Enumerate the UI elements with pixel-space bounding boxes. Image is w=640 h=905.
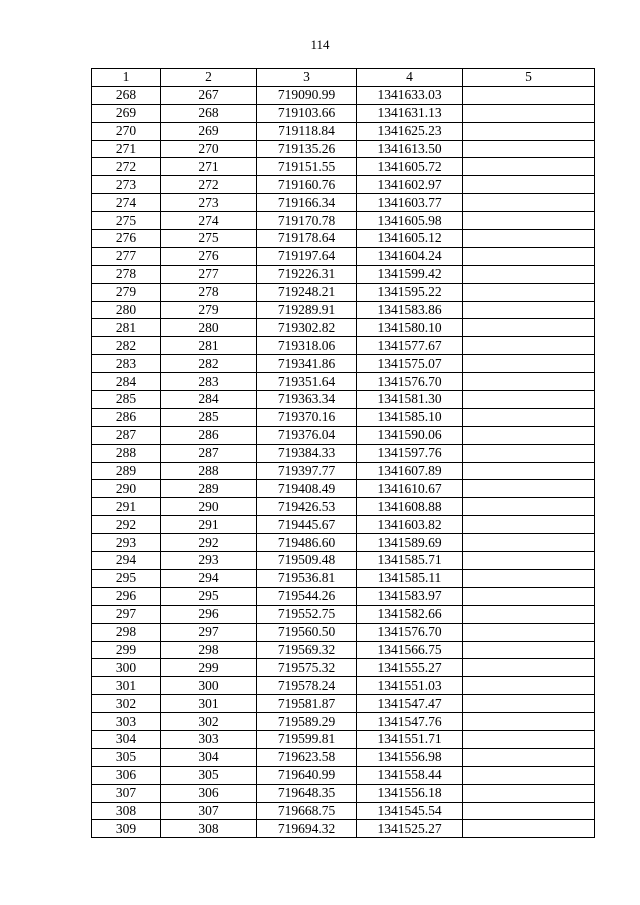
table-cell: 287 bbox=[92, 426, 161, 444]
table-cell: 281 bbox=[92, 319, 161, 337]
table-cell: 267 bbox=[161, 86, 257, 104]
table-cell: 719376.04 bbox=[257, 426, 357, 444]
table-cell: 719160.76 bbox=[257, 176, 357, 194]
table-cell: 719197.64 bbox=[257, 247, 357, 265]
table-cell: 291 bbox=[92, 498, 161, 516]
table-cell: 294 bbox=[161, 569, 257, 587]
table-cell: 293 bbox=[161, 552, 257, 570]
table-cell bbox=[463, 820, 595, 838]
table-cell: 719248.21 bbox=[257, 283, 357, 301]
column-header: 3 bbox=[257, 69, 357, 87]
table-cell: 1341582.66 bbox=[357, 605, 463, 623]
table-cell: 277 bbox=[161, 265, 257, 283]
table-cell: 272 bbox=[161, 176, 257, 194]
table-cell bbox=[463, 194, 595, 212]
table-row bbox=[92, 408, 595, 426]
table-cell: 300 bbox=[161, 677, 257, 695]
table-row bbox=[92, 659, 595, 677]
table-cell: 1341525.27 bbox=[357, 820, 463, 838]
table-row bbox=[92, 140, 595, 158]
table-row bbox=[92, 444, 595, 462]
table-cell: 719426.53 bbox=[257, 498, 357, 516]
table-row bbox=[92, 265, 595, 283]
table-cell: 268 bbox=[161, 104, 257, 122]
table-cell: 283 bbox=[161, 373, 257, 391]
table-cell bbox=[463, 587, 595, 605]
table-cell: 1341583.86 bbox=[357, 301, 463, 319]
table-cell: 719581.87 bbox=[257, 695, 357, 713]
table-cell bbox=[463, 122, 595, 140]
table-row bbox=[92, 695, 595, 713]
table-cell bbox=[463, 713, 595, 731]
table-cell: 300 bbox=[92, 659, 161, 677]
table-cell: 289 bbox=[161, 480, 257, 498]
table-cell: 1341608.88 bbox=[357, 498, 463, 516]
table-cell: 719289.91 bbox=[257, 301, 357, 319]
table-row bbox=[92, 534, 595, 552]
table-row bbox=[92, 623, 595, 641]
table-row bbox=[92, 498, 595, 516]
table-cell bbox=[463, 516, 595, 534]
table-cell: 279 bbox=[92, 283, 161, 301]
table-cell: 303 bbox=[161, 730, 257, 748]
table-body bbox=[92, 86, 595, 837]
table-cell: 1341613.50 bbox=[357, 140, 463, 158]
table-cell: 1341575.07 bbox=[357, 355, 463, 373]
table-cell: 274 bbox=[92, 194, 161, 212]
table-cell bbox=[463, 247, 595, 265]
table-cell: 1341585.11 bbox=[357, 569, 463, 587]
coordinates-table bbox=[91, 68, 595, 838]
table-cell: 277 bbox=[92, 247, 161, 265]
table-row bbox=[92, 158, 595, 176]
table-cell: 278 bbox=[161, 283, 257, 301]
table-row bbox=[92, 391, 595, 409]
table-cell: 1341589.69 bbox=[357, 534, 463, 552]
table-cell: 280 bbox=[92, 301, 161, 319]
table-cell: 288 bbox=[92, 444, 161, 462]
table-header-row bbox=[92, 69, 595, 87]
table-row bbox=[92, 462, 595, 480]
table-cell: 1341558.44 bbox=[357, 766, 463, 784]
table-cell: 719560.50 bbox=[257, 623, 357, 641]
table-cell: 1341583.97 bbox=[357, 587, 463, 605]
table-cell: 303 bbox=[92, 713, 161, 731]
table-cell: 301 bbox=[161, 695, 257, 713]
table-cell: 1341556.18 bbox=[357, 784, 463, 802]
table-cell: 298 bbox=[92, 623, 161, 641]
table-cell: 305 bbox=[161, 766, 257, 784]
table-row bbox=[92, 194, 595, 212]
table-cell: 719552.75 bbox=[257, 605, 357, 623]
table-cell: 270 bbox=[161, 140, 257, 158]
table-cell: 1341576.70 bbox=[357, 373, 463, 391]
table-cell: 719578.24 bbox=[257, 677, 357, 695]
table-cell bbox=[463, 158, 595, 176]
table-row bbox=[92, 552, 595, 570]
table-cell bbox=[463, 373, 595, 391]
table-row bbox=[92, 230, 595, 248]
table-cell bbox=[463, 391, 595, 409]
table-cell: 281 bbox=[161, 337, 257, 355]
table-cell: 1341605.98 bbox=[357, 212, 463, 230]
table-row bbox=[92, 283, 595, 301]
table-cell: 719351.64 bbox=[257, 373, 357, 391]
table-cell: 719363.34 bbox=[257, 391, 357, 409]
table-cell: 280 bbox=[161, 319, 257, 337]
table-cell: 719509.48 bbox=[257, 552, 357, 570]
table-cell: 275 bbox=[92, 212, 161, 230]
column-header: 4 bbox=[357, 69, 463, 87]
table-cell: 287 bbox=[161, 444, 257, 462]
table-cell: 269 bbox=[92, 104, 161, 122]
table-cell: 719694.32 bbox=[257, 820, 357, 838]
table-cell bbox=[463, 319, 595, 337]
table-cell bbox=[463, 104, 595, 122]
table-cell: 297 bbox=[161, 623, 257, 641]
table-cell bbox=[463, 552, 595, 570]
table-cell: 719384.33 bbox=[257, 444, 357, 462]
table-cell bbox=[463, 659, 595, 677]
table-cell: 719569.32 bbox=[257, 641, 357, 659]
table-row bbox=[92, 104, 595, 122]
table-cell: 1341604.24 bbox=[357, 247, 463, 265]
table-row bbox=[92, 516, 595, 534]
table-cell: 271 bbox=[161, 158, 257, 176]
table-cell: 299 bbox=[92, 641, 161, 659]
table-cell: 719575.32 bbox=[257, 659, 357, 677]
table-cell: 719668.75 bbox=[257, 802, 357, 820]
table-cell: 282 bbox=[161, 355, 257, 373]
table-cell: 1341551.03 bbox=[357, 677, 463, 695]
table-cell: 309 bbox=[92, 820, 161, 838]
table-cell: 302 bbox=[92, 695, 161, 713]
table-cell: 284 bbox=[161, 391, 257, 409]
table-cell bbox=[463, 623, 595, 641]
table-cell: 285 bbox=[161, 408, 257, 426]
table-cell: 283 bbox=[92, 355, 161, 373]
table-cell: 276 bbox=[161, 247, 257, 265]
table-cell: 296 bbox=[92, 587, 161, 605]
table-cell: 296 bbox=[161, 605, 257, 623]
table-cell: 719536.81 bbox=[257, 569, 357, 587]
table-cell: 308 bbox=[161, 820, 257, 838]
table-cell: 1341590.06 bbox=[357, 426, 463, 444]
table-cell: 1341585.71 bbox=[357, 552, 463, 570]
table-row bbox=[92, 569, 595, 587]
table-cell: 276 bbox=[92, 230, 161, 248]
table-cell: 1341597.76 bbox=[357, 444, 463, 462]
table-cell: 719302.82 bbox=[257, 319, 357, 337]
table-cell: 286 bbox=[92, 408, 161, 426]
table-cell bbox=[463, 569, 595, 587]
table-row bbox=[92, 86, 595, 104]
table-cell: 302 bbox=[161, 713, 257, 731]
table-cell: 273 bbox=[161, 194, 257, 212]
table-cell: 1341633.03 bbox=[357, 86, 463, 104]
table-cell: 719135.26 bbox=[257, 140, 357, 158]
table-cell bbox=[463, 462, 595, 480]
table-cell: 290 bbox=[92, 480, 161, 498]
table-cell: 290 bbox=[161, 498, 257, 516]
table-cell bbox=[463, 283, 595, 301]
table-row bbox=[92, 587, 595, 605]
table-cell: 292 bbox=[161, 534, 257, 552]
table-row bbox=[92, 641, 595, 659]
table-row bbox=[92, 784, 595, 802]
page-number: 114 bbox=[310, 37, 330, 52]
table-row bbox=[92, 677, 595, 695]
table-cell: 1341566.75 bbox=[357, 641, 463, 659]
table-cell bbox=[463, 730, 595, 748]
table-cell: 293 bbox=[92, 534, 161, 552]
table-cell: 1341580.10 bbox=[357, 319, 463, 337]
table-cell: 719318.06 bbox=[257, 337, 357, 355]
table-cell: 304 bbox=[161, 748, 257, 766]
table-cell bbox=[463, 301, 595, 319]
table-row bbox=[92, 730, 595, 748]
table-row bbox=[92, 122, 595, 140]
table-cell bbox=[463, 480, 595, 498]
table-cell bbox=[463, 641, 595, 659]
column-header: 2 bbox=[161, 69, 257, 87]
table-cell: 1341610.67 bbox=[357, 480, 463, 498]
table-cell: 719170.78 bbox=[257, 212, 357, 230]
table-cell: 273 bbox=[92, 176, 161, 194]
table-cell: 1341595.22 bbox=[357, 283, 463, 301]
table-cell bbox=[463, 748, 595, 766]
table-cell: 719103.66 bbox=[257, 104, 357, 122]
table-cell bbox=[463, 176, 595, 194]
table-cell: 305 bbox=[92, 748, 161, 766]
table-cell: 282 bbox=[92, 337, 161, 355]
table-cell: 299 bbox=[161, 659, 257, 677]
table-cell: 719544.26 bbox=[257, 587, 357, 605]
table-cell: 1341603.77 bbox=[357, 194, 463, 212]
table-row bbox=[92, 176, 595, 194]
table-row bbox=[92, 337, 595, 355]
table-cell: 284 bbox=[92, 373, 161, 391]
table-cell: 268 bbox=[92, 86, 161, 104]
table-cell: 274 bbox=[161, 212, 257, 230]
table-cell: 1341547.47 bbox=[357, 695, 463, 713]
table-cell: 295 bbox=[92, 569, 161, 587]
table-cell bbox=[463, 784, 595, 802]
table-row bbox=[92, 605, 595, 623]
table-cell: 1341605.12 bbox=[357, 230, 463, 248]
table-cell: 295 bbox=[161, 587, 257, 605]
table-row bbox=[92, 373, 595, 391]
table-cell: 719408.49 bbox=[257, 480, 357, 498]
table-cell bbox=[463, 605, 595, 623]
table-cell: 275 bbox=[161, 230, 257, 248]
table-cell: 294 bbox=[92, 552, 161, 570]
table-cell: 308 bbox=[92, 802, 161, 820]
table-cell: 719090.99 bbox=[257, 86, 357, 104]
table-cell: 1341603.82 bbox=[357, 516, 463, 534]
table-cell: 719445.67 bbox=[257, 516, 357, 534]
table-cell: 304 bbox=[92, 730, 161, 748]
table-cell: 279 bbox=[161, 301, 257, 319]
table-cell bbox=[463, 695, 595, 713]
table-cell bbox=[463, 498, 595, 516]
table-cell: 719648.35 bbox=[257, 784, 357, 802]
table-cell bbox=[463, 337, 595, 355]
table-cell: 719178.64 bbox=[257, 230, 357, 248]
table-row bbox=[92, 301, 595, 319]
column-header: 1 bbox=[92, 69, 161, 87]
table-cell bbox=[463, 86, 595, 104]
table-cell: 1341547.76 bbox=[357, 713, 463, 731]
table-cell: 298 bbox=[161, 641, 257, 659]
table-row bbox=[92, 766, 595, 784]
table-cell: 1341576.70 bbox=[357, 623, 463, 641]
table-cell: 306 bbox=[161, 784, 257, 802]
column-header: 5 bbox=[463, 69, 595, 87]
table-cell bbox=[463, 408, 595, 426]
table-cell: 719599.81 bbox=[257, 730, 357, 748]
table-cell: 301 bbox=[92, 677, 161, 695]
table-cell: 719166.34 bbox=[257, 194, 357, 212]
table-row bbox=[92, 748, 595, 766]
table-row bbox=[92, 319, 595, 337]
table-cell: 719151.55 bbox=[257, 158, 357, 176]
table-cell bbox=[463, 230, 595, 248]
table-cell bbox=[463, 444, 595, 462]
table-cell: 719118.84 bbox=[257, 122, 357, 140]
table-cell: 1341599.42 bbox=[357, 265, 463, 283]
table-cell bbox=[463, 802, 595, 820]
table-cell: 285 bbox=[92, 391, 161, 409]
table-cell: 272 bbox=[92, 158, 161, 176]
table-cell: 1341551.71 bbox=[357, 730, 463, 748]
table-cell: 1341607.89 bbox=[357, 462, 463, 480]
table-cell: 1341605.72 bbox=[357, 158, 463, 176]
table-cell: 1341602.97 bbox=[357, 176, 463, 194]
table-cell: 719640.99 bbox=[257, 766, 357, 784]
table-cell bbox=[463, 355, 595, 373]
table-cell: 1341581.30 bbox=[357, 391, 463, 409]
table-cell: 292 bbox=[92, 516, 161, 534]
table-cell: 719370.16 bbox=[257, 408, 357, 426]
table-cell: 1341625.23 bbox=[357, 122, 463, 140]
table-cell: 719226.31 bbox=[257, 265, 357, 283]
table-row bbox=[92, 713, 595, 731]
table-row bbox=[92, 355, 595, 373]
table-cell: 719623.58 bbox=[257, 748, 357, 766]
table-cell: 306 bbox=[92, 766, 161, 784]
table-cell: 278 bbox=[92, 265, 161, 283]
table-cell bbox=[463, 426, 595, 444]
table-cell bbox=[463, 265, 595, 283]
table-cell: 307 bbox=[92, 784, 161, 802]
table-cell: 1341555.27 bbox=[357, 659, 463, 677]
table-row bbox=[92, 820, 595, 838]
table-cell bbox=[463, 534, 595, 552]
table-cell bbox=[463, 140, 595, 158]
table-cell: 1341577.67 bbox=[357, 337, 463, 355]
table-cell: 719397.77 bbox=[257, 462, 357, 480]
table-row bbox=[92, 802, 595, 820]
table-cell: 1341545.54 bbox=[357, 802, 463, 820]
table-cell bbox=[463, 766, 595, 784]
table-row bbox=[92, 212, 595, 230]
table-cell: 1341631.13 bbox=[357, 104, 463, 122]
table-cell: 270 bbox=[92, 122, 161, 140]
table-cell: 719486.60 bbox=[257, 534, 357, 552]
table-cell: 719341.86 bbox=[257, 355, 357, 373]
table-cell: 719589.29 bbox=[257, 713, 357, 731]
table-cell: 1341556.98 bbox=[357, 748, 463, 766]
table-cell: 269 bbox=[161, 122, 257, 140]
table-cell: 297 bbox=[92, 605, 161, 623]
table-cell bbox=[463, 212, 595, 230]
table-cell: 289 bbox=[92, 462, 161, 480]
table-cell: 288 bbox=[161, 462, 257, 480]
table-cell: 291 bbox=[161, 516, 257, 534]
table-row bbox=[92, 480, 595, 498]
table-row bbox=[92, 426, 595, 444]
table-cell: 307 bbox=[161, 802, 257, 820]
table-cell: 1341585.10 bbox=[357, 408, 463, 426]
table-cell bbox=[463, 677, 595, 695]
table-cell: 286 bbox=[161, 426, 257, 444]
table-cell: 271 bbox=[92, 140, 161, 158]
table-row bbox=[92, 247, 595, 265]
